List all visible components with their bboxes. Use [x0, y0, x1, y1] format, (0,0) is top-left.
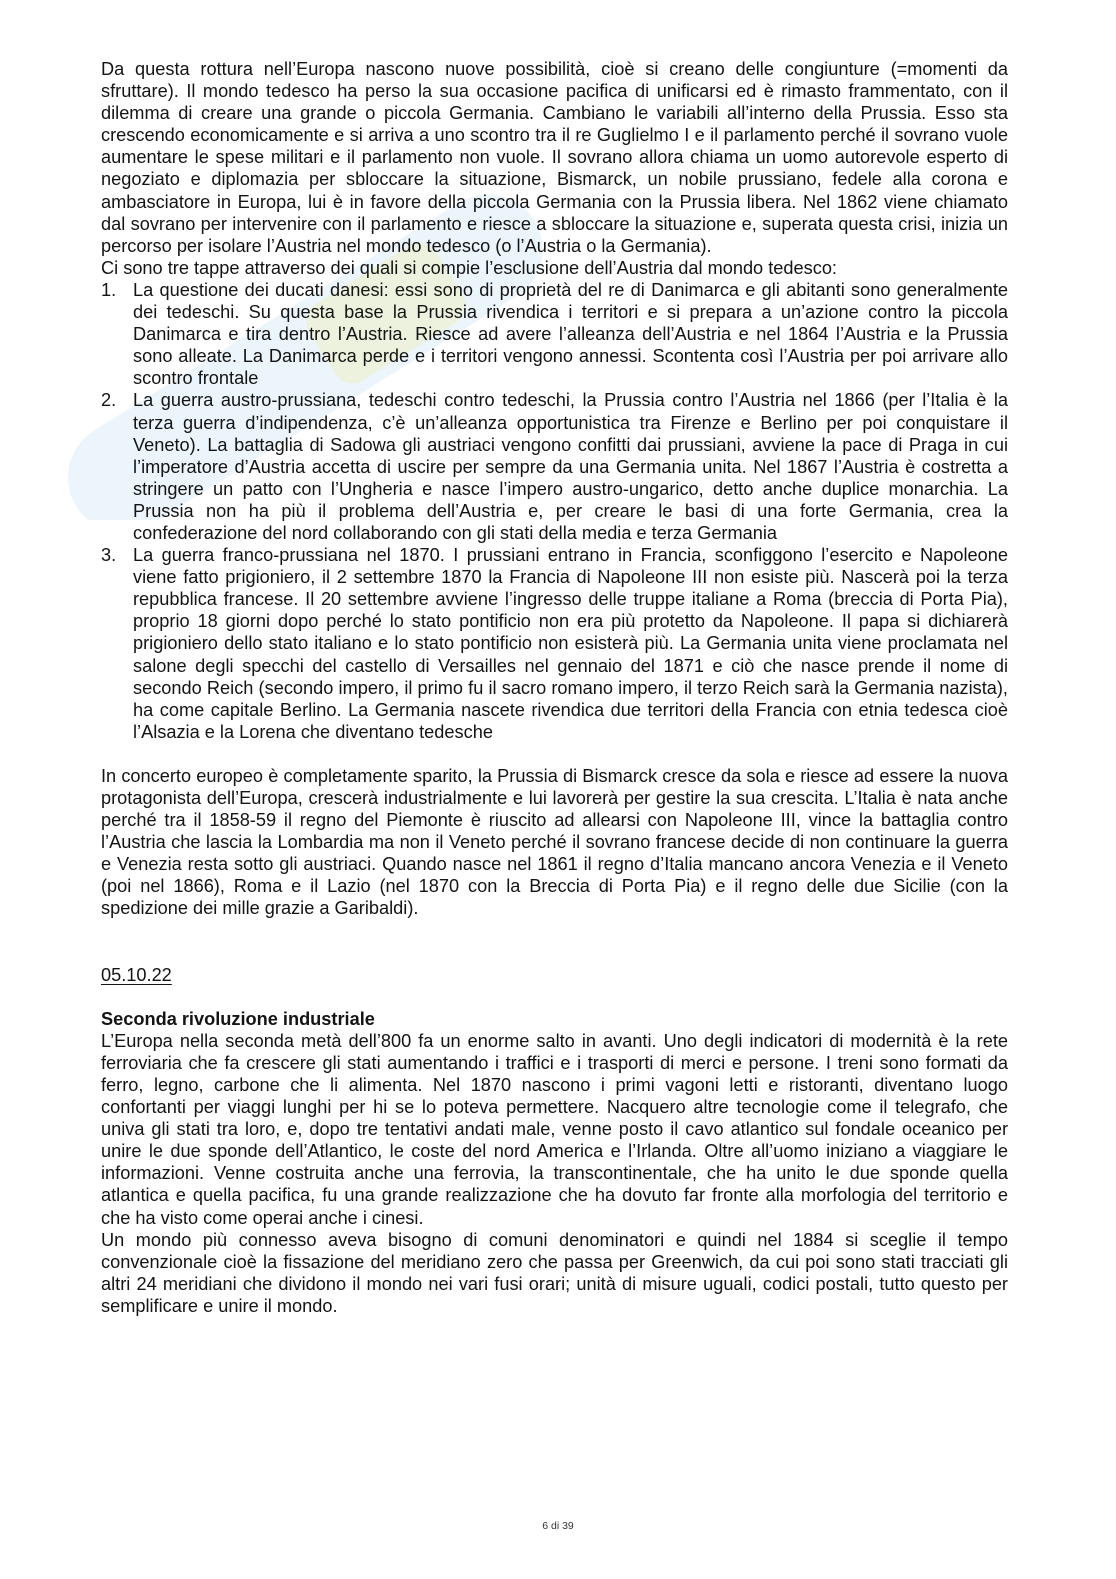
list-item-text: La guerra franco-prussiana nel 1870. I prussiani entrano in Francia, sconfiggono l’esercito e Napoleone viene fatto prigioniero, il 2 settembre 1870 la Francia di Napoleone III non esiste più. Nascerà poi la terza repubblica francese. Il 20 settembre avviene l’ingresso delle truppe italiane a Roma (breccia di Porta Pia), proprio 18 giorni dopo perché lo stato pontificio non era più protetto da Napoleone. Il papa si dichiarerà prigioniero dello stato italiano e lo stato pontificio non esisterà più. La Germania unita viene proclamata nel salone degli specchi del castello di Versailles nel gennaio del 1871 e ciò che nasce prende il nome di secondo Reich (secondo impero, il primo fu il sacro romano impero, il terzo Reich sarà la Germania nazista), ha come capitale Berlino. La Germania nascete rivendica due territori della Francia con etnia tedesca cioè l’Alsazia e la Lorena che diventano tedesche	[133, 545, 1008, 742]
list-item-number: 2.	[101, 390, 117, 411]
list-item-number: 1.	[101, 279, 117, 300]
paragraph-railways: L’Europa nella seconda metà dell’800 fa un enorme salto in avanti. Uno degli indicatori di modernità è la rete ferroviaria che fa crescere gli stati aumentando i traffici e i trasporti di merci e persone. I treni sono formati da ferro, legno, carbone che li alimenta. Nel 1870 nascono i primi vagoni letti e ristoranti, diventano luogo confortanti per viaggi lunghi per hi se lo poteva permettere. Nacquero altre tecnologie come il telegrafo, che univa gli stati tra loro, e, dopo tre tentativi andati male, venne posto il cavo atlantico sul fondale oceanico per unire le due sponde dell’Atlantico, le coste del nord America e l’Irlanda. Oltre all’uomo iniziano a viaggiare le informazioni. Venne costruita anche una ferrovia, la transcontinentale, che ha unito le due sponde quella atlantica e quella pacifica, fu una grande realizzazione che ha dovuto far fronte alla morfologia del territorio e che ha visto come operai anche i cinesi.	[101, 1030, 1008, 1228]
paragraph-intro: Da questa rottura nell’Europa nascono nuove possibilità, cioè si creano delle congiunture (=momenti da sfruttare). Il mondo tedesco ha perso la sua occasione pacifica di unificarsi ed è rimasto frammentato, con il dilemma di creare una grande o piccola Germania. Cambiano le variabili all’interno della Prussia. Esso sta crescendo economicamente e si arriva a uno scontro tra il re Guglielmo I e il parlamento perché il sovrano vuole aumentare le spese militari e il parlamento non vuole. Il sovrano allora chiama un uomo autorevole esperto di negoziato e diplomazia per sbloccare la situazione, Bismarck, un nobile prussiano, fedele alla corona e ambasciatore in Europa, lui è in favore della piccola Germania con la Prussia libera. Nel 1862 viene chiamato dal sovrano per intervenire con il parlamento e riesce a sbloccare la situazione e, superata questa crisi, inizia un percorso per isolare l’Austria nel mondo tedesco (o l’Austria o la Germania).	[101, 59, 1008, 256]
spacer	[101, 743, 1008, 765]
paragraph-greenwich: Un mondo più connesso aveva bisogno di comuni denominatori e quindi nel 1884 si sceglie il tempo convenzionale cioè la fissazione del meridiano zero che passa per Greenwich, da cui poi sono stati tracciati gli altri 24 meridiani che dividono il mondo nei vari fusi orari; unità di misure uguali, codici postali, tutto questo per semplificare e unire il mondo.	[101, 1229, 1008, 1316]
spacer	[101, 920, 1008, 964]
list-item	[101, 544, 1008, 743]
spacer	[101, 986, 1008, 1008]
list-item	[101, 389, 1008, 544]
stages-list	[101, 279, 1008, 743]
paragraph-concerto: In concerto europeo è completamente sparito, la Prussia di Bismarck cresce da sola e riesce ad essere la nuova protagonista dell’Europa, crescerà industrialmente e lui lavorerà per gestire la sua crescita. L’Italia è nata anche perché tra il 1858-59 il regno del Piemonte è riuscito ad allearsi con Napoleone III, vince la battaglia contro l’Austria che lascia la Lombardia ma non il Veneto perché il sovrano francese decide di non continuare la guerra e Venezia resta sotto gli austriaci. Quando nasce nel 1861 il regno d’Italia mancano ancora Venezia e il Veneto (poi nel 1866), Roma e il Lazio (nel 1870 con la Breccia di Porta Pia) e il regno delle due Sicilie (con la spedizione dei mille grazie a Garibaldi).	[101, 765, 1008, 919]
list-item	[101, 279, 1008, 389]
page-number: 6 di 39	[542, 1520, 574, 1532]
list-item-text: La questione dei ducati danesi: essi sono di proprietà del re di Danimarca e gli abitanti sono generalmente dei tedeschi. Su questa base la Prussia rivendica i territori e si prepara a un’azione contro la piccola Danimarca e tira dentro l’Austria. Riesce ad avere l’alleanza dell’Austria e nel 1864 l’Austria e la Prussia sono alleate. La Danimarca perde e i territori vengono annessi. Scontenta così l’Austria per poi arrivare allo scontro frontale	[133, 279, 1008, 389]
list-item-number: 3.	[101, 545, 117, 566]
lecture-date: 05.10.22	[101, 964, 172, 985]
document-page	[101, 58, 1008, 1317]
paragraph-stages-intro: Ci sono tre tappe attraverso dei quali si compie l’esclusione dell’Austria dal mondo tedesco:	[101, 257, 837, 278]
list-item-text: La guerra austro-prussiana, tedeschi contro tedeschi, la Prussia contro l’Austria nel 1866 (per l’Italia è la terza guerra d’indipendenza, c’è un’alleanza opportunistica tra Firenze e Berlino per poi conquistare il Veneto). La battaglia di Sadowa gli austriaci vengono confitti dai prussiani, avviene la pace di Praga in cui l’imperatore d’Austria accetta di uscire per sempre da una Germania unita. Nel 1867 l’Austria è costretta a stringere un patto con l’Ungheria e nasce l’impero austro-ungarico, detto anche duplice monarchia. La Prussia non ha più il problema dell’Austria e, per creare le basi di una forte Germania, crea la confederazione del nord collaborando con gli stati della media e terza Germania	[133, 390, 1008, 543]
section-heading: Seconda rivoluzione industriale	[101, 1008, 375, 1029]
